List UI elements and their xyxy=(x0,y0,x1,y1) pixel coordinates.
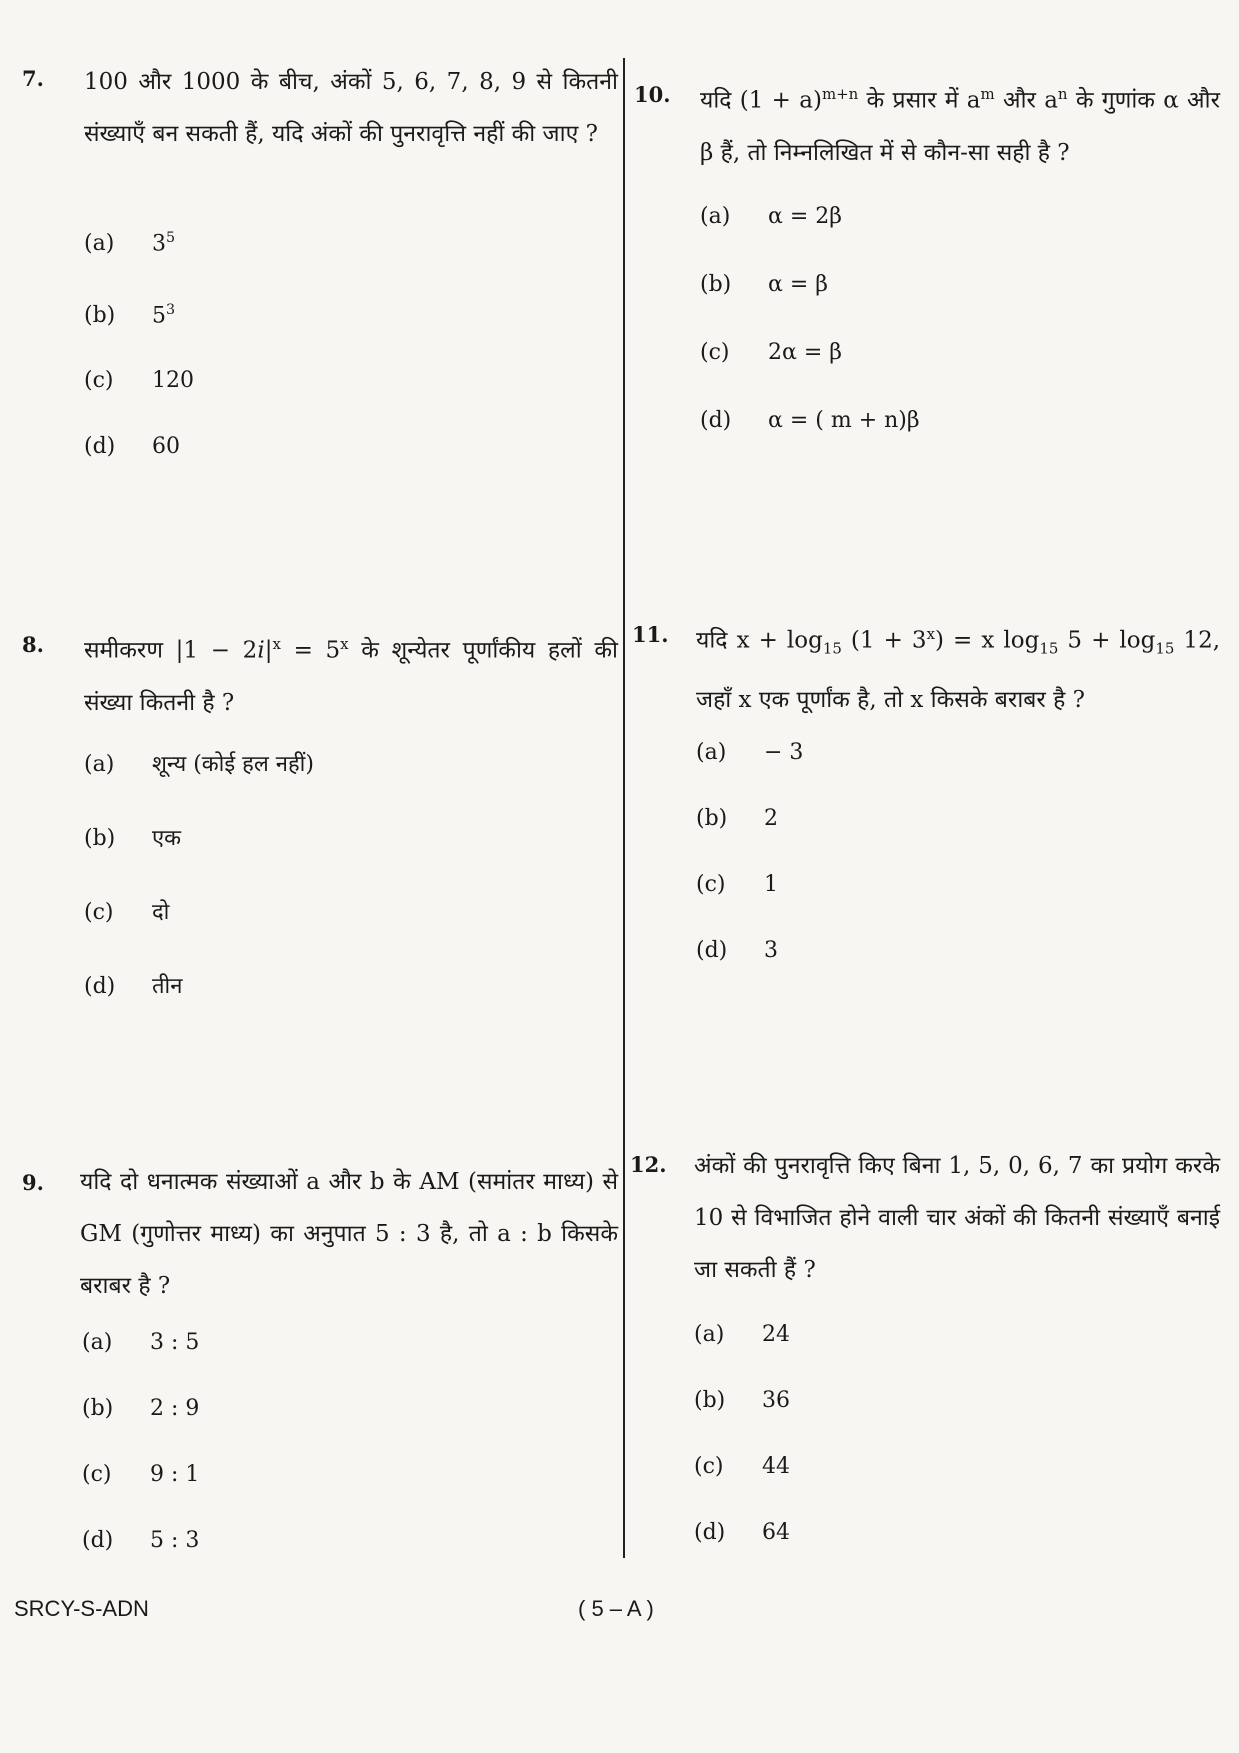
question-7-option-d[interactable]: (d) 60 xyxy=(84,434,180,459)
question-11-option-d[interactable]: (d) 3 xyxy=(696,938,778,963)
question-9-option-a[interactable]: (a) 3 : 5 xyxy=(82,1330,200,1355)
question-10-option-c[interactable]: (c) 2α = β xyxy=(700,340,842,365)
question-7-option-a[interactable]: (a) $3^5$ xyxy=(84,230,176,257)
question-12-option-d[interactable]: (d) 64 xyxy=(694,1520,790,1545)
question-7-number: 7. xyxy=(22,66,44,91)
question-11-number: 11. xyxy=(632,622,669,647)
question-11-option-a[interactable]: (a) − 3 xyxy=(696,740,804,765)
question-9-text: यदि दो धनात्मक संख्याओं a और b के AM (समांतर माध्य) से GM (गुणोत्तर माध्य) का अनुपात 5 : 3 है, तो a : b किसके बराबर है ? xyxy=(80,1169,618,1299)
question-12-option-a[interactable]: (a) 24 xyxy=(694,1322,790,1347)
question-10-option-a[interactable]: (a) α = 2β xyxy=(700,204,842,229)
column-divider xyxy=(623,58,625,1558)
question-10-option-d[interactable]: (d) α = ( m + n)β xyxy=(700,408,920,433)
question-10-option-b[interactable]: (b) α = β xyxy=(700,272,828,297)
question-8-option-d[interactable]: (d) तीन xyxy=(84,974,183,999)
question-8-option-a[interactable]: (a) शून्य (कोई हल नहीं) xyxy=(84,752,314,777)
question-7-option-b[interactable]: (b) $5^3$ xyxy=(84,302,176,329)
question-8-option-b[interactable]: (b) एक xyxy=(84,826,182,851)
question-11-option-c[interactable]: (c) 1 xyxy=(696,872,778,897)
question-7-text: 100 और 1000 के बीच, अंकों 5, 6, 7, 8, 9 से कितनी संख्याएँ बन सकती हैं, यदि अंकों की पुनरावृत्ति नहीं की जाए ? xyxy=(84,69,618,147)
question-10-number: 10. xyxy=(634,82,671,107)
paper-code: SRCY-S-ADN xyxy=(14,1596,149,1621)
question-12-number: 12. xyxy=(630,1152,667,1177)
question-8-option-c[interactable]: (c) दो xyxy=(84,900,170,925)
question-9-number: 9. xyxy=(22,1170,44,1195)
question-12-option-b[interactable]: (b) 36 xyxy=(694,1388,790,1413)
question-8-number: 8. xyxy=(22,632,44,657)
question-8-text: समीकरण $|1 - 2i|^x = 5^x$ के शून्येतर पूर्णांकीय हलों की संख्या कितनी है ? xyxy=(84,635,619,716)
question-11-option-b[interactable]: (b) 2 xyxy=(696,806,778,831)
question-11-text: यदि $x + \log_{15} (1 + 3^x) = x$ $\log_{15} 5 + \log_{15} 12$, जहाँ x एक पूर्णांक है, तो x किसके बराबर है ? xyxy=(696,625,1221,714)
question-7-option-c[interactable]: (c) 120 xyxy=(84,368,194,393)
question-12-option-c[interactable]: (c) 44 xyxy=(694,1454,790,1479)
page-number: ( 5 – A ) xyxy=(578,1596,654,1621)
question-12-text: अंकों की पुनरावृत्ति किए बिना 1, 5, 0, 6, 7 का प्रयोग करके 10 से विभाजित होने वाली चार अंकों की कितनी संख्याएँ बनाई जा सकती हैं ? xyxy=(694,1153,1220,1283)
question-9-option-c[interactable]: (c) 9 : 1 xyxy=(82,1462,200,1487)
question-10-text: यदि $(1 + a)^{m+n}$ के प्रसार में $a^m$ और $a^n$ के गुणांक α और β हैं, तो निम्नलिखित में से कौन-सा सही है ? xyxy=(700,85,1220,166)
question-9-option-b[interactable]: (b) 2 : 9 xyxy=(82,1396,200,1421)
question-9-option-d[interactable]: (d) 5 : 3 xyxy=(82,1528,200,1553)
